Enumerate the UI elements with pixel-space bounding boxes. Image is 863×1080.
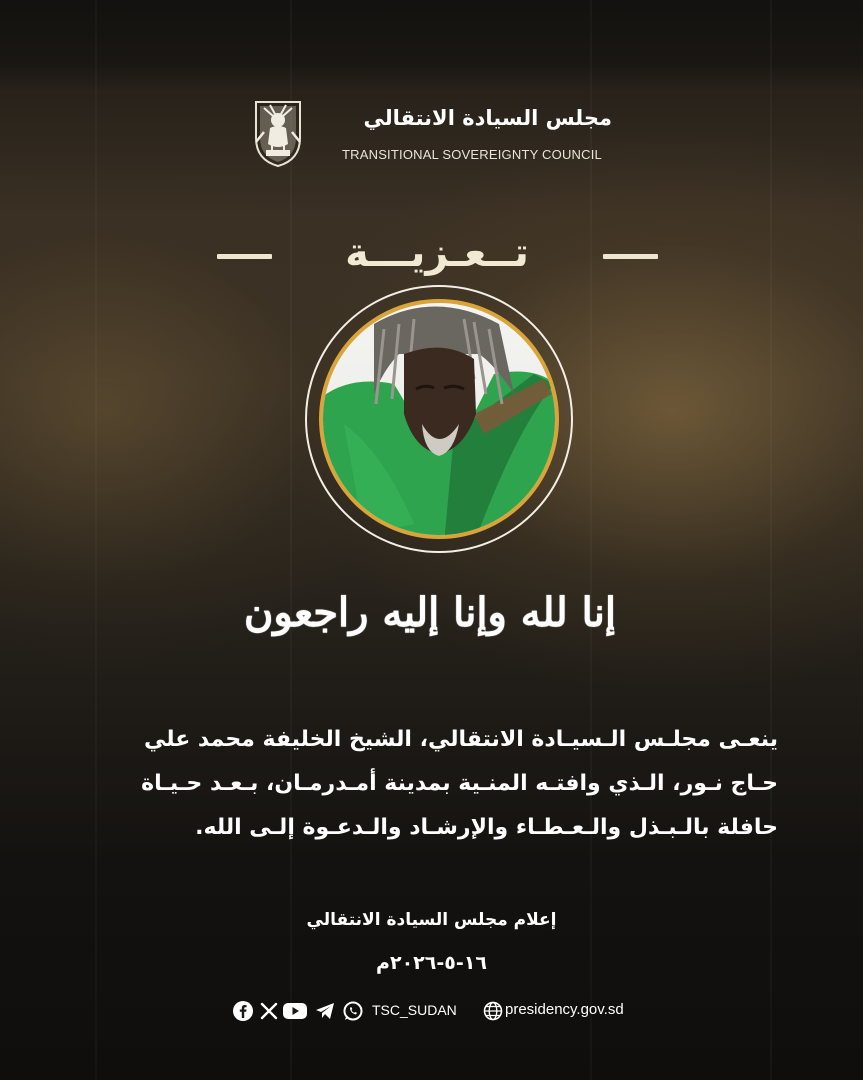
facebook-icon[interactable] bbox=[232, 1000, 254, 1022]
message-line-3: حافلة بالـبـذل والـعـطـاء والإرشـاد والـدعـوة إلـى الله. bbox=[195, 815, 778, 840]
secretary-bird-emblem-icon bbox=[250, 98, 306, 168]
whatsapp-icon[interactable] bbox=[342, 1000, 364, 1022]
title-row bbox=[0, 230, 863, 280]
website-link[interactable]: presidency.gov.sd bbox=[505, 1001, 624, 1018]
telegram-icon[interactable] bbox=[314, 1000, 336, 1022]
x-icon[interactable] bbox=[258, 1000, 280, 1022]
deceased-portrait bbox=[304, 284, 574, 554]
council-name-english: TRANSITIONAL SOVEREIGNTY COUNCIL bbox=[342, 147, 602, 162]
social-links-row bbox=[232, 996, 652, 1024]
message-line-1: ينعـى مجلـس الـسيـادة الانتقالي، الشيخ الخليفة محمد علي bbox=[143, 727, 778, 752]
council-name-arabic: مجلس السيادة الانتقالي bbox=[363, 106, 612, 130]
condolence-title: تــعـزيـــة bbox=[345, 230, 529, 276]
publish-date: ١٦-٥-٢٠٢٦م bbox=[376, 952, 487, 974]
condolence-message bbox=[84, 718, 778, 850]
social-handle[interactable]: TSC_SUDAN bbox=[372, 1002, 457, 1018]
top-dark-band bbox=[0, 0, 863, 90]
title-dash-right bbox=[603, 254, 658, 259]
title-dash-left bbox=[217, 254, 272, 259]
media-office-label: إعلام مجلس السيادة الانتقالي bbox=[306, 910, 557, 930]
quran-verse-calligraphy: إنا لله وإنا إليه راجعون bbox=[243, 589, 617, 636]
youtube-icon[interactable] bbox=[282, 1000, 308, 1022]
council-header bbox=[250, 98, 630, 170]
message-line-2: حـاج نـور، الـذي وافتـه المنـية بمدينة أمـدرمـان، بـعـد حـيـاة bbox=[141, 771, 778, 796]
globe-icon bbox=[482, 1000, 504, 1022]
